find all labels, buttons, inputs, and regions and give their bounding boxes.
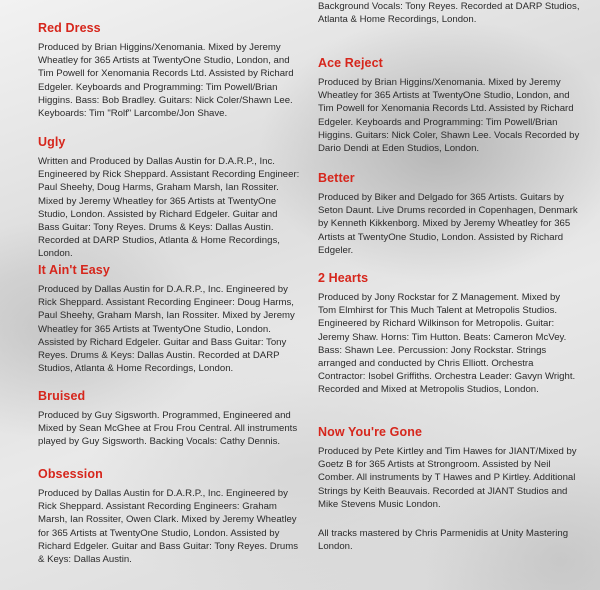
track-title: Ugly: [38, 135, 66, 149]
track-obsession: [38, 467, 300, 566]
track-red-dress: [38, 21, 300, 120]
track-credits: Produced by Biker and Delgado for 365 Artists. Guitars by Seton Daunt. Live Drums recorded in Copenhagen, Denmark by Kenneth Kikkenborg. Mixed by Jeremy Wheatley for 365 Artists at TwentyOne Studio, London. Assisted by Richard Edgeler.: [318, 192, 578, 256]
track-credits: Produced by Dallas Austin for D.A.R.P., Inc. Engineered by Rick Sheppard. Assistant Recording Engineers: Graham Marsh, Ian Rossiter, Owen Clark. Mixed by Jeremy Wheatley for 365 Artists at TwentyOne Studio, London. Assisted by Richard Edgeler. Guitar and Bass Guitar: Tony Reyes. Drums & Keys: Dallas Austin.: [38, 488, 299, 566]
track-credits: Produced by Brian Higgins/Xenomania. Mixed by Jeremy Wheatley for 365 Artists at TwentyOne Studio, London, and Tim Powell for Xenomania Records Ltd. Assisted by Richard Edgeler. Keyboards and Programming: Tim Powell/Brian Higgins. Bass: Bob Bradley. Guitars: Nick Coler/Shawn Lee. Keyboards: Tim "Rolf" Larcombe/Jon Shave.: [38, 42, 294, 120]
track-credits: Written and Produced by Dallas Austin for D.A.R.P., Inc. Engineered by Rick Sheppard. Assistant Recording Engineer: Paul Sheehy, Doug Harms, Graham Marsh, Ian Rossiter. Mixed by Jeremy Wheatley for 365 Artists at TwentyOne Studio, London. Assisted by Richard Edgeler. Guitar and Bass Guitar: Tony Reyes. Drums & Keys: Dallas Austin. Recorded at DARP Studios, Atlanta & Home Recordings, London.: [38, 156, 300, 260]
track-title: It Ain't Easy: [38, 263, 110, 277]
track-title: Red Dress: [38, 21, 101, 35]
track-ace-reject: [318, 56, 580, 155]
continued-credits: [318, 0, 580, 26]
track-2-hearts: [318, 271, 580, 397]
track-it-aint-easy: [38, 263, 300, 375]
track-title: Ace Reject: [318, 56, 383, 70]
track-title: Better: [318, 171, 355, 185]
track-title: Now You're Gone: [318, 425, 423, 439]
track-title: 2 Hearts: [318, 271, 369, 285]
track-title: Obsession: [38, 467, 103, 481]
track-title: Bruised: [38, 389, 86, 403]
track-ugly: [38, 135, 300, 261]
track-credits: Produced by Guy Sigsworth. Programmed, Engineered and Mixed by Sean McGhee at Frou Frou Central. All instruments played by Guy Sigsworth. Backing Vocals: Cathy Dennis.: [38, 410, 298, 448]
continued-text: Background Vocals: Tony Reyes. Recorded at DARP Studios, Atlanta & Home Recordings, London.: [318, 1, 580, 26]
track-now-youre-gone: [318, 425, 580, 511]
track-credits: Produced by Pete Kirtley and Tim Hawes for JIANT/Mixed by Goetz B for 365 Artists at Strongroom. Assisted by Neil Comber. All instruments by T Hawes and P Kirtley. Additional Strings by Keith Beauvais. Recorded at JIANT Studios and Mike Stevens Music London.: [318, 446, 577, 510]
track-bruised: [38, 389, 300, 449]
mastering-note: All tracks mastered by Chris Parmenidis at Unity Mastering London.: [318, 528, 569, 553]
track-credits: Produced by Jony Rockstar for Z Management. Mixed by Tom Elmhirst for This Much Talent at Metropolis Studios. Engineered by Richard Wilkinson for Metropolis. Guitar: Jeremy Shaw. Horns: Tim Hutton. Beats: Cameron McVey. Bass: Shawn Lee. Percussion: Jony Rockstar. Strings arranged and conducted by Chris Elliott. Orchestra Contractor: Isobel Griffiths. Orchestra Leader: Gavyn Wright. Recorded and Mixed at Metropolis Studios, London.: [318, 292, 576, 396]
track-credits: Produced by Dallas Austin for D.A.R.P., Inc. Engineered by Rick Sheppard. Assistant Recording Engineer: Doug Harms, Paul Sheehy, Graham Marsh, Ian Rossiter. Mixed by Jeremy Wheatley for 365 Artists at TwentyOne Studio, London. Assisted by Richard Edgeler. Guitar and Bass Guitar: Tony Reyes. Drums & Keys: Dallas Austin. Recorded at DARP Studios, Atlanta & Home Recordings, London.: [38, 284, 295, 375]
track-credits: Produced by Brian Higgins/Xenomania. Mixed by Jeremy Wheatley for 365 Artists at TwentyOne Studio, London, and Tim Powell for Xenomania Records Ltd. Assisted by Richard Edgeler. Keyboards and Programming: Tim Powell/Brian Higgins. Guitars: Nick Coler, Shawn Lee. Vocals Recorded by Dario Dendi at Eden Studios, London.: [318, 77, 580, 155]
track-better: [318, 171, 580, 257]
